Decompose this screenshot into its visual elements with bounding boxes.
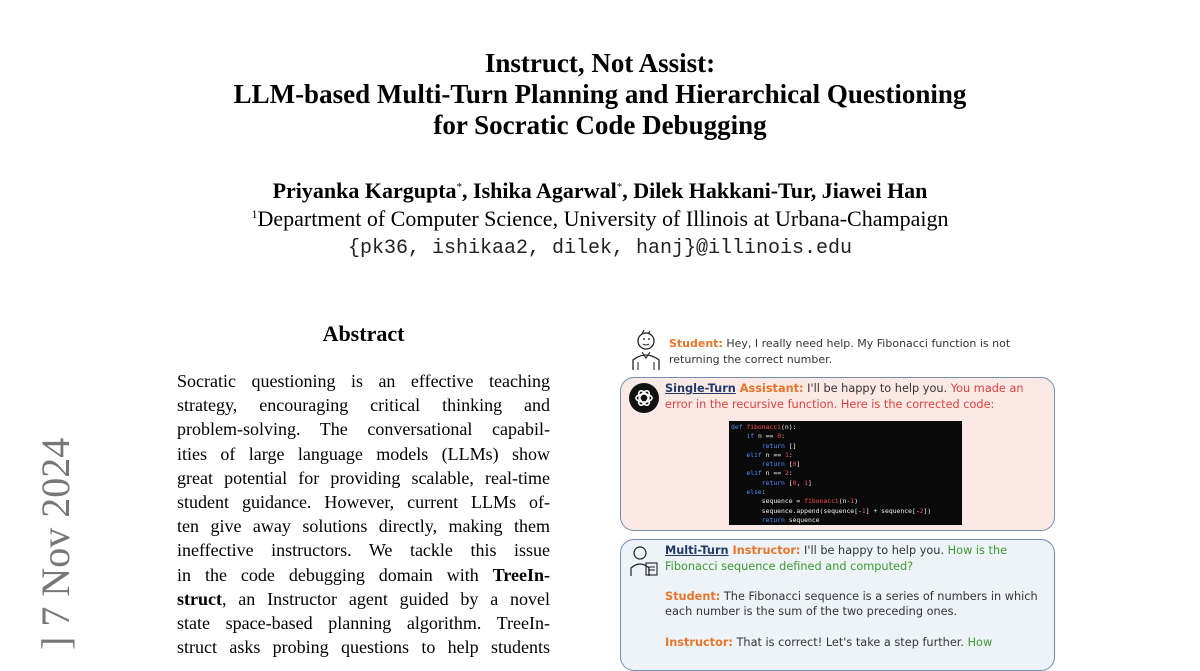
student-reply bbox=[665, 589, 1051, 619]
multi-turn-question: How is the Fibonacci sequence defined and computed? bbox=[665, 544, 1008, 573]
code-line: sequence = fibonacci(n-1) bbox=[761, 497, 859, 506]
abstract-line bbox=[177, 587, 550, 611]
student-icon bbox=[630, 330, 662, 370]
author-list bbox=[0, 178, 1200, 204]
code-line: return [0, 1] bbox=[761, 478, 812, 487]
corrected-code-block bbox=[729, 421, 962, 525]
instructor-reply-question: How bbox=[967, 636, 993, 649]
code-line: else: bbox=[746, 488, 766, 497]
abstract-line: student guidance. However, current LLMs of- bbox=[177, 491, 550, 512]
multi-turn-label: Multi-Turn bbox=[665, 544, 729, 557]
single-turn-box bbox=[620, 377, 1055, 531]
equal-contrib-mark-2: * bbox=[616, 181, 623, 193]
code-line: if n == 0: bbox=[746, 432, 785, 441]
abstract-line: great potential for providing scalable, real-time bbox=[177, 467, 550, 488]
single-turn-message bbox=[665, 381, 1051, 413]
abstract-line bbox=[177, 563, 550, 587]
title-line-2: LLM-based Multi-Turn Planning and Hierarchical Questioning bbox=[233, 79, 967, 109]
single-turn-solution-text: You made an error in the recursive function. Here is the corrected code: bbox=[665, 382, 1024, 411]
multi-turn-box bbox=[620, 539, 1055, 671]
student-message bbox=[669, 336, 1049, 368]
abstract-line: ten give away solutions directly, making them bbox=[177, 516, 550, 537]
code-line: elif n == 2: bbox=[746, 469, 793, 478]
affiliation bbox=[0, 206, 1200, 232]
title-line-1: Instruct, Not Assist: bbox=[484, 48, 716, 78]
abstract-text: , an Instructor agent guided by a novel bbox=[221, 588, 550, 609]
abstract-line: Socratic questioning is an effective teaching bbox=[177, 371, 550, 391]
single-turn-text: I'll be happy to help you. bbox=[803, 382, 951, 395]
student-text: Hey, I really need help. My Fibonacci function is not returning the correct number. bbox=[669, 337, 1011, 366]
multi-turn-message bbox=[665, 543, 1051, 575]
abstract-body bbox=[177, 369, 550, 659]
abstract-line: state space-based planning algorithm. TreeIn- bbox=[177, 612, 550, 633]
abstract-line: problem-solving. The conversational capabil- bbox=[177, 419, 550, 440]
author-1: Priyanka Kargupta bbox=[272, 178, 457, 203]
abstract-line: strategy, encouraging critical thinking and bbox=[177, 395, 550, 416]
author-emails: {pk36, ishikaa2, dilek, hanj}@illinois.edu bbox=[347, 237, 853, 260]
instructor-reply-text: That is correct! Let's take a step further. bbox=[732, 636, 968, 649]
student-reply-label: Student: bbox=[665, 590, 721, 603]
treeinstruct-name-cont: struct bbox=[177, 588, 222, 609]
abstract-line: ities of large language models (LLMs) show bbox=[177, 443, 550, 464]
code-line: sequence.append(sequence[-1] + sequence[-2]) bbox=[761, 506, 932, 515]
abstract-heading: Abstract bbox=[322, 321, 405, 346]
instructor-reply-label: Instructor: bbox=[665, 636, 733, 649]
code-line: return [0] bbox=[761, 460, 801, 469]
assistant-label: Assistant: bbox=[735, 382, 804, 395]
single-turn-label: Single-Turn bbox=[665, 382, 736, 395]
code-line: elif n == 1: bbox=[746, 450, 793, 459]
author-2: , Ishika Agarwal bbox=[462, 178, 617, 203]
multi-turn-text: I'll be happy to help you. bbox=[800, 544, 948, 557]
student-label: Student: bbox=[669, 337, 723, 350]
code-line: return sequence bbox=[761, 515, 820, 524]
affiliation-mark: 1 bbox=[251, 207, 258, 221]
student-reply-text: The Fibonacci sequence is a series of numbers in which each number is the sum of the two preceding ones. bbox=[665, 590, 1038, 618]
abstract-line: ineffective instructors. We tackle this issue bbox=[177, 540, 550, 561]
title-line-3: for Socratic Code Debugging bbox=[433, 110, 767, 140]
paper-title bbox=[0, 48, 1200, 141]
code-line: def fibonacci(n): bbox=[731, 423, 797, 431]
abstract-text: in the code debugging domain with bbox=[177, 564, 493, 585]
code-line: return [] bbox=[761, 441, 797, 450]
instructor-icon bbox=[629, 545, 659, 577]
treeinstruct-name: TreeIn- bbox=[492, 564, 550, 585]
instructor-label: Instructor: bbox=[728, 544, 801, 557]
author-rest: , Dilek Hakkani-Tur, Jiawei Han bbox=[622, 178, 928, 203]
teaser-figure bbox=[620, 326, 1060, 648]
equal-contrib-mark: * bbox=[456, 181, 463, 193]
arxiv-side-stamp: ] 7 Nov 2024 bbox=[33, 437, 78, 650]
openai-logo-icon bbox=[629, 383, 659, 413]
abstract-line: struct asks probing questions to help students bbox=[177, 637, 550, 658]
affiliation-text: Department of Computer Science, University of Illinois at Urbana-Champaign bbox=[257, 206, 949, 231]
